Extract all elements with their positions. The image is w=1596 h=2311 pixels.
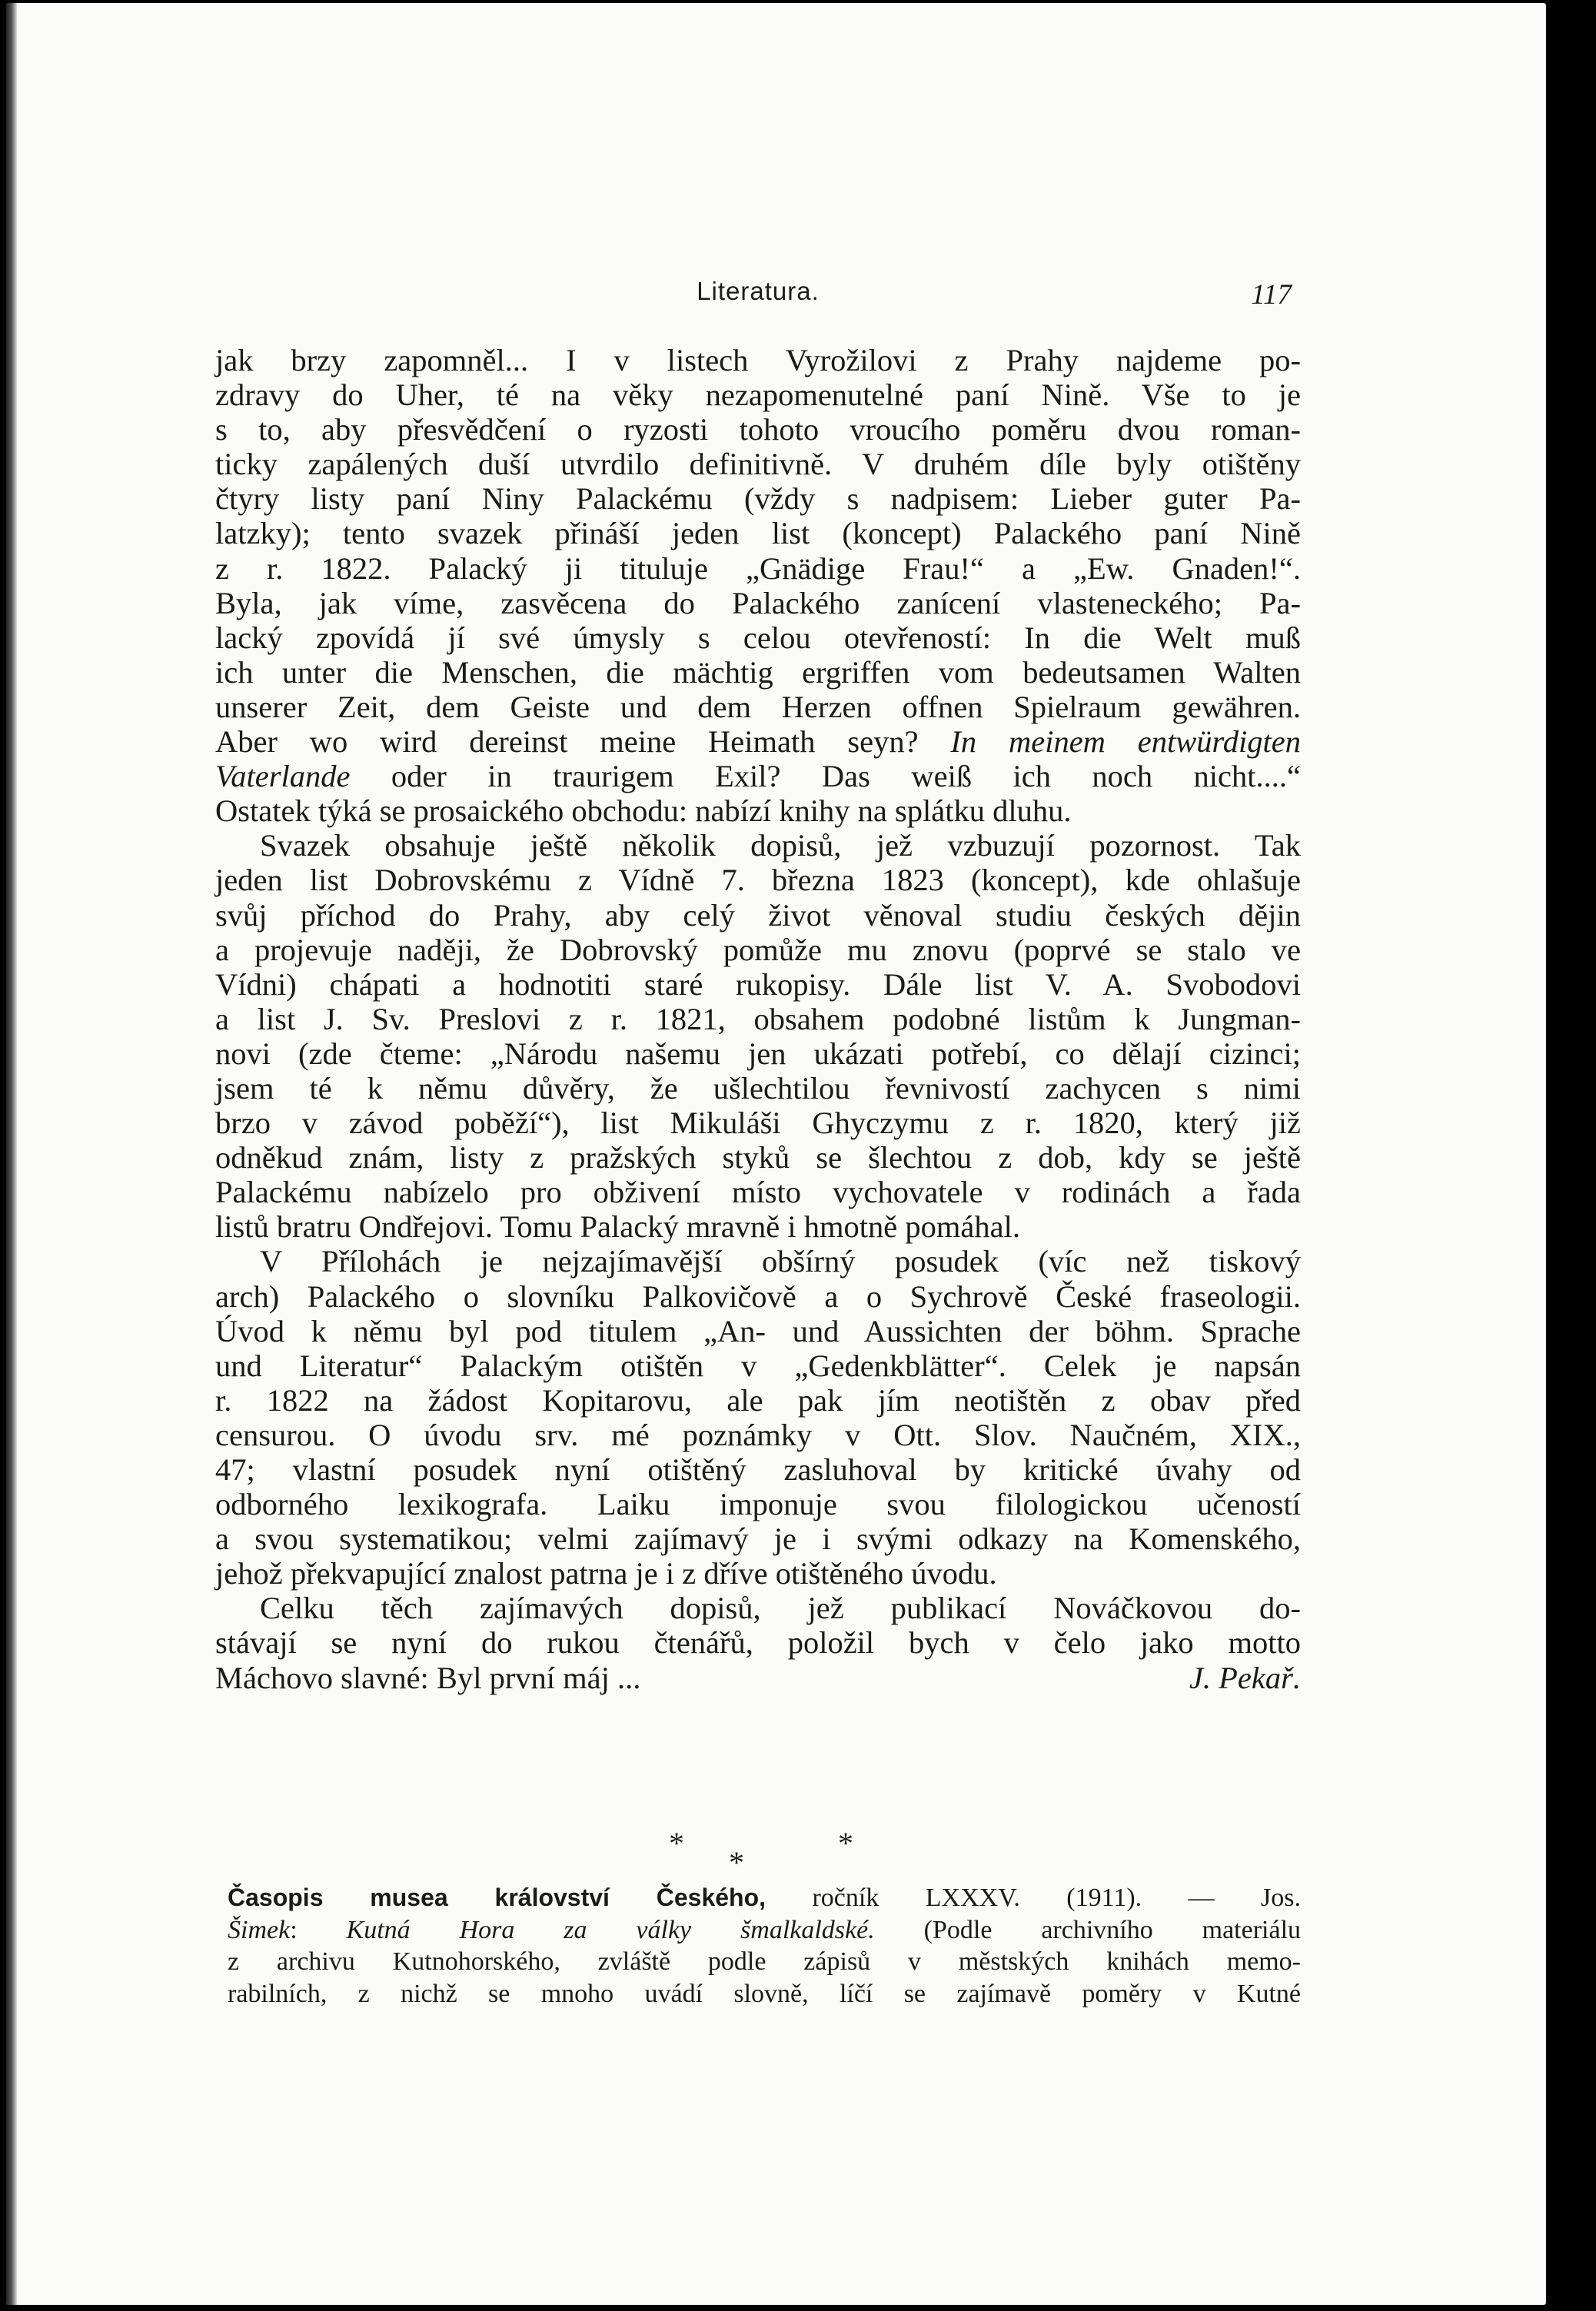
text-line: r. 1822 na žádost Kopitarovu, ale pak jím neotištěn z obav před (215, 1382, 1301, 1418)
text-line: z r. 1822. Palacký ji tituluje „Gnädige Frau!“ a „Ew. Gnaden!“. (215, 550, 1301, 586)
text-line: čtyry listy paní Niny Palackému (vždy s nadpisem: Lieber guter Pa- (215, 481, 1301, 517)
text-line: ich unter die Menschen, die mächtig ergriffen vom bedeutsamen Walten (215, 654, 1301, 690)
page-header (215, 277, 1301, 317)
italic-quote: Vaterlande (215, 759, 351, 794)
text-line: odněkud znám, listy z pražských styků se šlechtou z dob, kdy se ještě (215, 1140, 1301, 1175)
paragraph-start: Svazek obsahuje ještě několik dopisů, jež vzbuzují pozornost. Tak (260, 828, 1301, 863)
text-line: odborného lexikografa. Laiku imponuje svou filologickou učeností (215, 1487, 1301, 1522)
text-line: censurou. O úvodu srv. mé poznámky v Ott. Slov. Naučném, XIX., (215, 1417, 1301, 1452)
book-page (6, 3, 1546, 2305)
text-segment: Aber wo wird dereinst meine Heimath seyn? (215, 724, 919, 760)
text-line: jeden list Dobrovskému z Vídně 7. března 1823 (koncept), kde ohlašuje (215, 863, 1301, 898)
asterisk: * (838, 1826, 853, 1860)
text-line: svůj příchod do Prahy, aby celý život věnoval studiu českých dějin (215, 897, 1301, 933)
paragraph-start: V Přílohách je nejzajímavější obšírný posudek (víc než tiskový (260, 1244, 1301, 1279)
text-line: und Literatur“ Palackým otištěn v „Gedenkblätter“. Celek je napsán (215, 1348, 1301, 1383)
text-line: Byla, jak víme, zasvěcena do Palackého zanícení vlasteneckého; Pa- (215, 585, 1301, 620)
text-line: rabilních, z nichž se mnoho uvádí slovně, líčí se zajímavě poměry v Kutné (228, 1979, 1301, 2008)
text-line: Palackému nabízelo pro obživení místo vychovatele v rodinách a řada (215, 1175, 1301, 1210)
text-line: jak brzy zapomněl... I v listech Vyrožilovi z Prahy najdeme po- (215, 343, 1301, 377)
italic-quote: In meinem entwürdigten (950, 724, 1301, 760)
journal-review (228, 1882, 1301, 2010)
text-line: Šimek: Kutná Hora za války šmalkaldské. (Podle archivního materiálu (228, 1915, 1302, 1944)
text-line: zdravy do Uher, té na věky nezapomenutelné paní Nině. Vše to je (215, 377, 1301, 413)
running-title: Literatura. (697, 277, 820, 305)
text-line: latzky); tento svazek přináší jeden list (koncept) Palackého paní Nině (215, 516, 1301, 551)
text-line: a svou systematikou; velmi zajímavý je i svými odkazy na Komenského, (215, 1521, 1301, 1557)
text-segment: Máchovo slavné: Byl první máj ... (215, 1660, 641, 1695)
text-line: unserer Zeit, dem Geiste und dem Herzen offnen Spielraum gewähren. (215, 689, 1301, 724)
page-number: 117 (1251, 279, 1292, 311)
text-line: Vídni) chápati a hodnotiti staré rukopisy. Dále list V. A. Svobodovi (215, 966, 1301, 1002)
text-line: s to, aby přesvědčení o ryzosti tohoto vroucího poměru dvou roman- (215, 412, 1301, 447)
text-line (215, 724, 1301, 759)
text-line: jehož překvapující znalost patrna je i z dříve otištěného úvodu. (215, 1556, 997, 1591)
text-line: arch) Palackého o slovníku Palkovičově a o Sychrově České fraseologii. (215, 1279, 1301, 1314)
text-line: a projevuje naději, že Dobrovský pomůže mu znovu (poprvé se stalo ve (215, 932, 1301, 967)
text-line (215, 759, 1301, 793)
text-line: listů bratru Ondřejovi. Tomu Palacký mravně i hmotně pomáhal. (215, 1209, 1020, 1245)
author-name: Šimek (228, 1915, 291, 1944)
text-line: z archivu Kutnohorského, zvláště podle zápisů v městských knihách memo- (228, 1947, 1301, 1976)
asterisk: * (729, 1845, 744, 1880)
text-line: jsem té k němu důvěry, že ušlechtilou řevnivostí zachycen s nimi (215, 1070, 1301, 1106)
text-line: ticky zapálených duší utvrdilo definitivně. V druhém díle byly otištěny (215, 447, 1301, 482)
text-line (228, 1882, 1301, 1914)
section-separator (667, 1825, 867, 1879)
text-segment: ročník LXXXV. (1911). — Jos. (812, 1884, 1302, 1912)
main-text (215, 343, 1301, 1695)
text-segment: oder in traurigem Exil? Das weiß ich noch nicht....“ (391, 759, 1301, 794)
journal-title: Časopis musea království Českého, (228, 1884, 766, 1911)
text-line: lacký zpovídá jí své úmysly s celou otevřeností: In die Welt muß (215, 620, 1301, 655)
text-line: stávají se nyní do rukou čtenářů, položil bych v čelo jako motto (215, 1625, 1301, 1661)
text-line: a list J. Sv. Preslovi z r. 1821, obsahem podobné listům k Jungman- (215, 1001, 1301, 1036)
text-line: Ostatek týká se prosaického obchodu: nabízí knihy na splátku dluhu. (215, 793, 1072, 829)
text-segment: (Podle archivního materiálu (923, 1915, 1302, 1944)
book-spine-shadow (6, 3, 17, 2305)
text-line (215, 1661, 1301, 1695)
paragraph-start: Celku těch zajímavých dopisů, jež publikací Nováčkovou do- (260, 1591, 1301, 1626)
asterisk: * (669, 1826, 684, 1860)
text-line: 47; vlastní posudek nyní otištěný zasluhoval by kritické úvahy od (215, 1452, 1301, 1487)
article-title: Kutná Hora za války šmalkaldské. (346, 1915, 875, 1944)
text-line: brzo v závod poběží“), list Mikuláši Ghyczymu z r. 1820, který již (215, 1106, 1301, 1141)
author-signature: J. Pekař. (1189, 1660, 1301, 1695)
text-line: Úvod k němu byl pod titulem „An- und Aussichten der böhm. Sprache (215, 1313, 1301, 1348)
text-line: novi (zde čteme: „Národu našemu jen ukázati potřebí, co dělají cizinci; (215, 1036, 1301, 1071)
